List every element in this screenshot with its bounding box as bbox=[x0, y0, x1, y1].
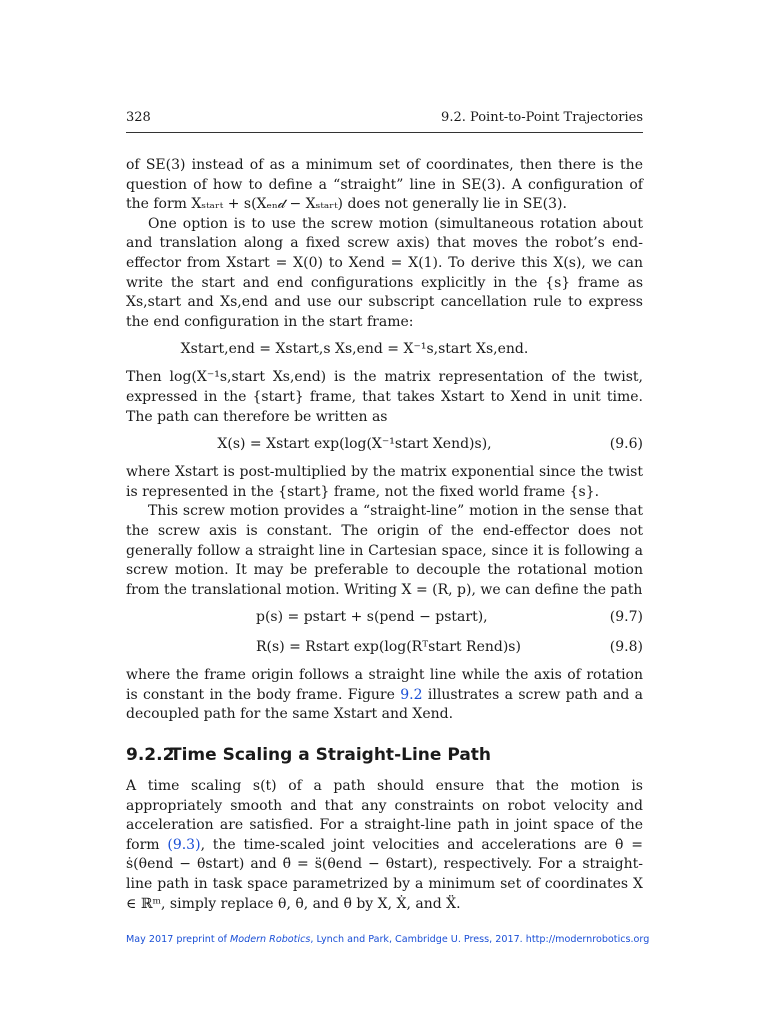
footer-prefix: May 2017 preprint of bbox=[126, 934, 230, 945]
equation bbox=[126, 433, 643, 457]
section-heading bbox=[126, 745, 643, 765]
paragraph-text: illustrates a screw path and a decoupled path for the same Xstart and Xend. bbox=[126, 686, 643, 723]
equation-number: (9.6) bbox=[609, 436, 643, 453]
footer-suffix: , Lynch and Park, Cambridge U. Press, 2017. http://modernrobotics.org bbox=[310, 934, 650, 945]
paragraph-text: A time scaling s(t) of a path should ensure that the motion is appropriately smooth and that any constraints on robot velocity and acceleration are satisfied. For a straight-line path in joint space of the form bbox=[126, 778, 643, 853]
paragraph: Then log(X⁻¹s,start Xs,end) is the matrix representation of the twist, expressed in the {start} frame, that takes Xstart to Xend in unit time. The path can therefore be written as bbox=[126, 369, 643, 425]
header-rule bbox=[126, 132, 643, 133]
figure-link[interactable]: 9.2 bbox=[400, 686, 423, 703]
section-header: 9.2. Point-to-Point Trajectories bbox=[441, 110, 643, 125]
equation-number: (9.7) bbox=[609, 609, 643, 626]
equation bbox=[126, 636, 643, 660]
equation-body: p(s) = pstart + s(pend − pstart), bbox=[256, 609, 488, 626]
running-header bbox=[126, 110, 643, 125]
paragraph: This screw motion provides a “straight-line” motion in the sense that the screw axis is constant. The origin of the end-effector does not generally follow a straight line in Cartesian space, since it is following a screw motion. It may be preferable to decouple the rotational motion from the translational motion. Writing X = (R, p), we can define the path bbox=[126, 503, 643, 598]
equation-link[interactable]: (9.3) bbox=[167, 836, 201, 853]
equation bbox=[126, 338, 643, 362]
equation-body: X(s) = Xstart exp(log(X⁻¹start Xend)s), bbox=[217, 436, 492, 453]
main-content bbox=[126, 156, 643, 914]
section-title: Time Scaling a Straight-Line Path bbox=[170, 745, 492, 766]
paragraph-text: , the time-scaled joint velocities and accelerations are θ̇ = ṡ(θend − θstart) and θ̈ = s̈(θend − θstart), respectively. For a straight-line path in task space parametrized by a minimum set of coordinates X ∈ ℝᵐ, simply replace θ, θ̇, and θ̈ by X, Ẋ, and Ẍ. bbox=[126, 836, 643, 912]
paragraph bbox=[126, 666, 643, 725]
page-number: 328 bbox=[126, 110, 151, 125]
section-number: 9.2.2 bbox=[126, 745, 175, 766]
footer[interactable] bbox=[126, 934, 650, 945]
equation bbox=[126, 606, 643, 630]
paragraph bbox=[126, 777, 643, 914]
paragraph-text: where the frame origin follows a straight line while the axis of rotation is constant in the body frame. Figure bbox=[126, 667, 643, 703]
equation-number: (9.8) bbox=[609, 639, 643, 656]
equation-body: Xstart,end = Xstart,s Xs,end = X⁻¹s,start Xs,end. bbox=[180, 341, 529, 358]
paragraph: of SE(3) instead of as a minimum set of coordinates, then there is the question of how to define a “straight” line in SE(3). A configuration of the form Xₛₜₐᵣₜ + s(Xₑₙ𝒹 − Xₛₜₐᵣₜ) does not generally lie in SE(3). bbox=[126, 157, 643, 213]
equation-body: R(s) = Rstart exp(log(Rᵀstart Rend)s) bbox=[256, 639, 521, 656]
book-title: Modern Robotics bbox=[229, 934, 311, 945]
paragraph: where Xstart is post-multiplied by the matrix exponential since the twist is represented in the {start} frame, not the fixed world frame {s}. bbox=[126, 464, 643, 500]
paragraph: One option is to use the screw motion (simultaneous rotation about and translation along a fixed screw axis) that moves the robot’s end-effector from Xstart = X(0) to Xend = X(1). To derive this X(s), we can write the start and end configurations explicitly in the {s} frame as Xs,start and Xs,end and use our subscript cancellation rule to express the end configuration in the start frame: bbox=[126, 215, 643, 330]
